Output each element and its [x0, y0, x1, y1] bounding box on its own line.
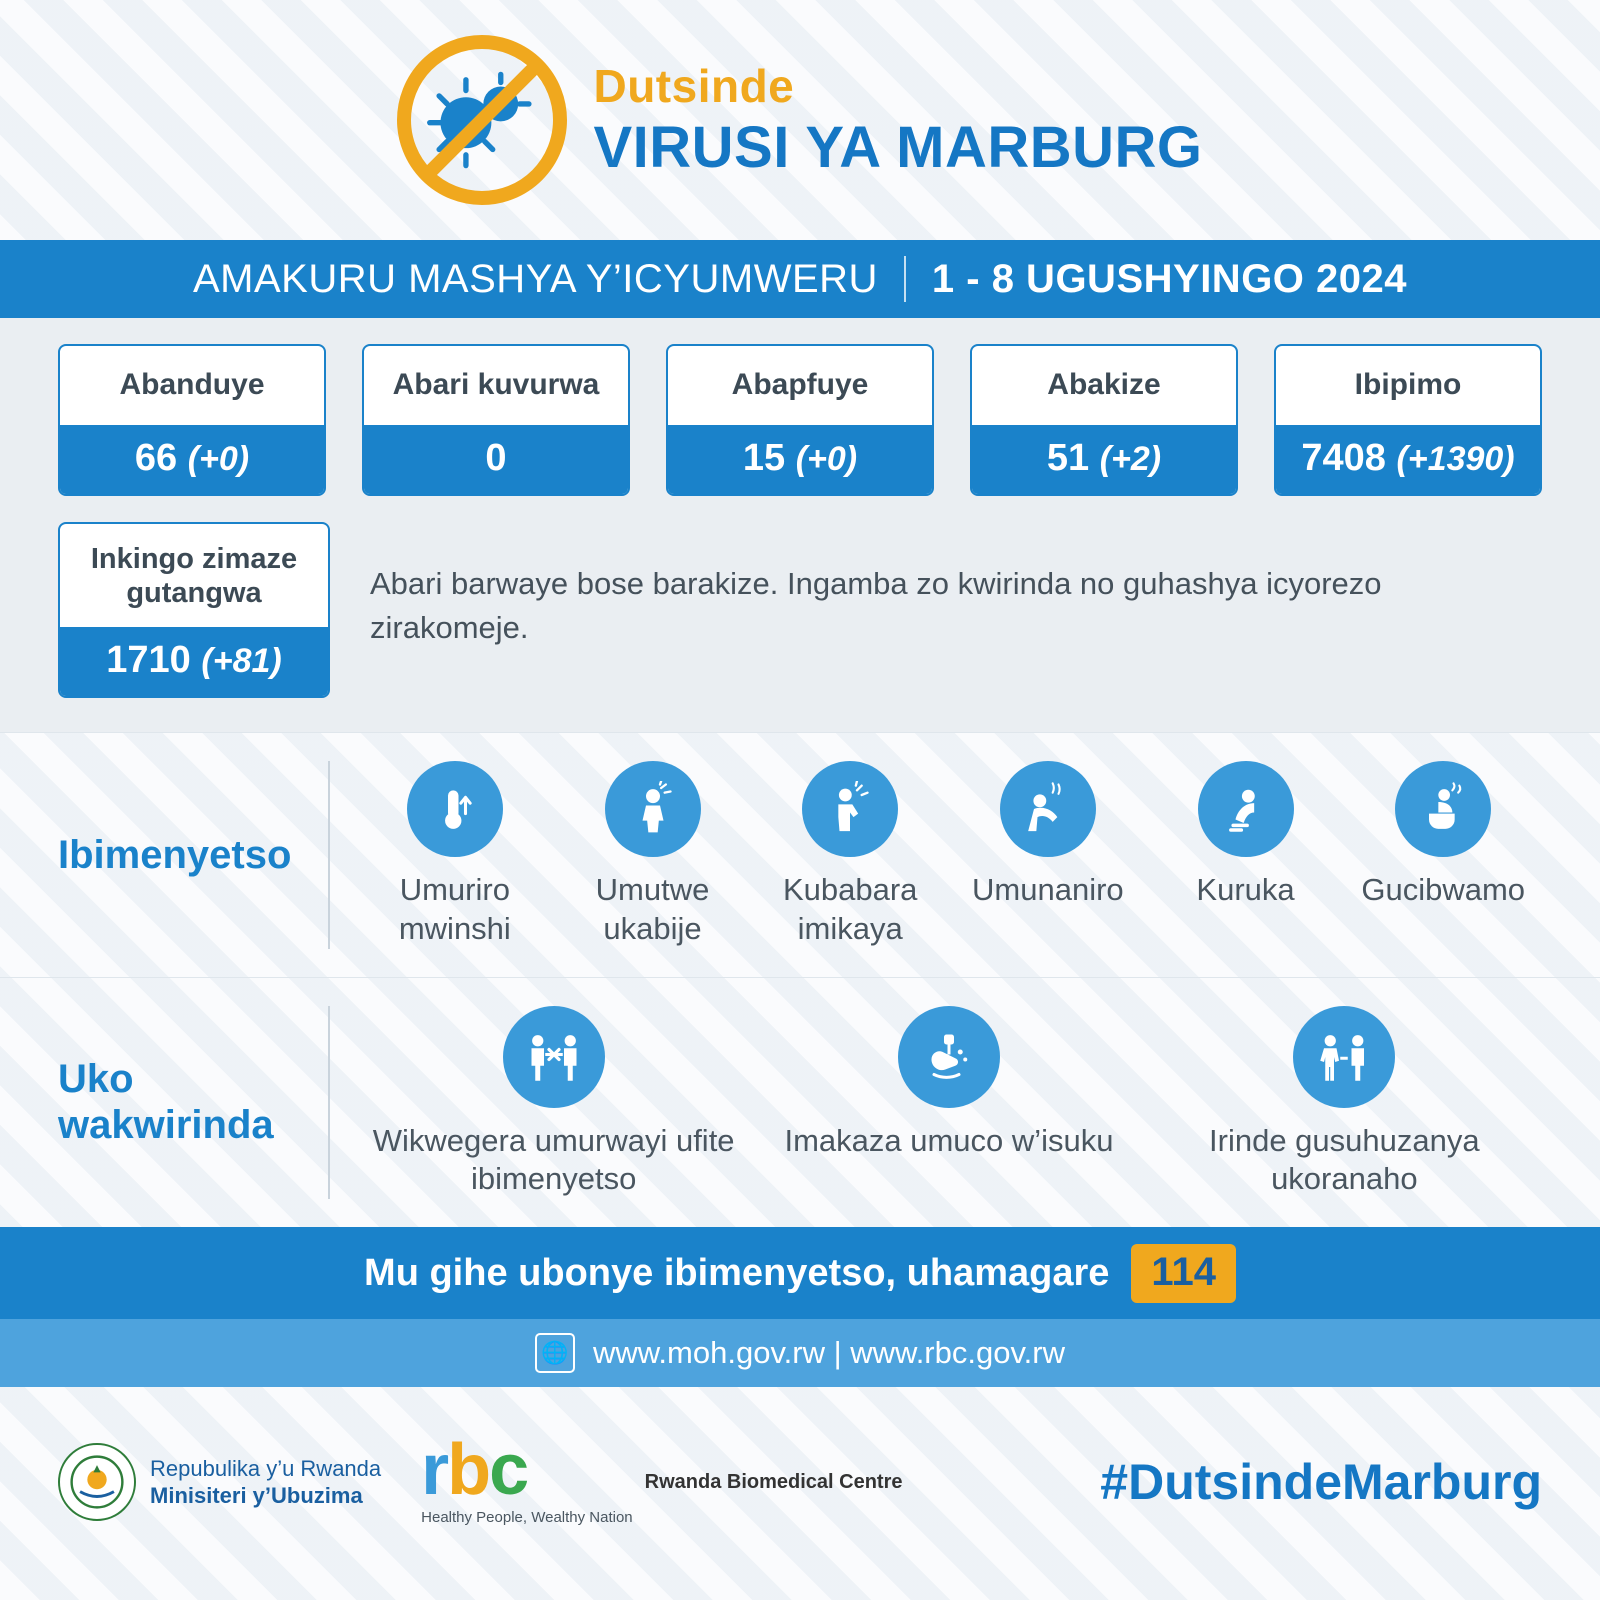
stat-card-abanduye: [58, 344, 326, 496]
symptom-label: Umunaniro: [972, 872, 1124, 908]
symptom-label: Kubabara imikaya: [782, 872, 918, 946]
stat-label: Abari kuvurwa: [392, 368, 600, 401]
ministry-line-2: Minisiteri y’Ubuzima: [150, 1483, 363, 1509]
vaccination-row: [0, 496, 1600, 699]
stat-number: 66: [134, 436, 178, 479]
section-divider: [328, 761, 330, 949]
prevention-title: Uko wakwirinda: [58, 1057, 274, 1148]
ministry-line-1: Repubulika y’u Rwanda: [150, 1455, 382, 1481]
symptom-item: [554, 761, 752, 949]
stat-number: 1710: [106, 639, 191, 682]
footer: [0, 1387, 1600, 1577]
muscle-pain-icon: [802, 761, 898, 857]
prevention-label: Wikwegera umurwayi ufite ibimenyetso: [372, 1122, 735, 1197]
stat-delta: (+0): [187, 439, 250, 478]
summary-note: Abari barwaye bose barakize. Ingamba zo kwirinda no guhashya icyorezo zirakomeje.: [370, 565, 1382, 646]
header: [0, 0, 1600, 240]
symptoms-list: [356, 761, 1542, 949]
prevention-label: Irinde gusuhuzanya ukoranaho: [1209, 1122, 1480, 1197]
stat-card-abapfuye: [666, 344, 934, 496]
stat-value: [364, 425, 628, 494]
symptom-item: [751, 761, 949, 949]
stat-card-abakize: [970, 344, 1238, 496]
rbc-full-name: Rwanda Biomedical Centre: [644, 1470, 903, 1493]
prevention-item: [356, 1006, 751, 1200]
prevention-label: Imakaza umuco w’isuku: [784, 1122, 1114, 1158]
symptom-label: Gucibwamo: [1361, 872, 1526, 908]
prevention-item: [1147, 1006, 1542, 1200]
stat-card-ibipimo: [1274, 344, 1542, 496]
stat-value: [60, 425, 324, 494]
logo-title-main: VIRUSI YA MARBURG: [593, 115, 1203, 180]
prevention-section: [0, 977, 1600, 1228]
stat-label: Inkingo zimaze gutangwa: [90, 542, 298, 610]
emergency-number-badge: 114: [1131, 1244, 1236, 1303]
symptoms-title: Ibimenyetso: [58, 832, 292, 877]
section-divider: [328, 1006, 330, 1200]
stat-delta: (+81): [201, 642, 282, 681]
prevention-list: [356, 1006, 1542, 1200]
no-contact-patient-icon: [503, 1006, 605, 1108]
stat-value: [668, 425, 932, 494]
week-banner-label: AMAKURU MASHYA Y’ICYUMWERU: [192, 256, 878, 301]
website-urls[interactable]: www.moh.gov.rw | www.rbc.gov.rw: [592, 1335, 1065, 1371]
stat-delta: (+2): [1099, 439, 1162, 478]
symptom-item: [949, 761, 1147, 910]
prevention-item: [751, 1006, 1146, 1161]
week-banner: [0, 240, 1600, 318]
stat-number: 51: [1046, 436, 1090, 479]
website-banner: [0, 1319, 1600, 1387]
call-banner: [0, 1227, 1600, 1319]
stat-label: Abakize: [1047, 368, 1161, 401]
stat-number: 0: [485, 436, 507, 479]
stat-delta: (+1390): [1396, 439, 1515, 478]
no-handshake-icon: [1293, 1006, 1395, 1108]
symptom-item: [1147, 761, 1345, 910]
call-banner-text: Mu gihe ubonye ibimenyetso, uhamagare: [364, 1251, 1110, 1294]
rbc-logo: [421, 1430, 903, 1526]
diarrhea-icon: [1395, 761, 1491, 857]
stat-label: Ibipimo: [1354, 368, 1462, 401]
stat-label: Abapfuye: [731, 368, 869, 401]
symptom-item: [356, 761, 554, 949]
symptom-label: Umuriro mwinshi: [398, 872, 511, 946]
stat-label: Abanduye: [119, 368, 265, 401]
stat-number: 7408: [1301, 436, 1386, 479]
stat-card-inkingo: [58, 522, 330, 699]
week-banner-date: 1 - 8 UGUSHYINGO 2024: [931, 256, 1408, 301]
stat-value: [972, 425, 1236, 494]
rbc-tagline: Healthy People, Wealthy Nation: [421, 1508, 633, 1526]
rbc-letters: rbc: [421, 1430, 528, 1511]
globe-icon: 🌐: [535, 1333, 575, 1373]
handwashing-icon: [898, 1006, 1000, 1108]
symptom-label: Umutwe ukabije: [595, 872, 710, 946]
vomiting-icon: [1198, 761, 1294, 857]
headache-icon: [605, 761, 701, 857]
statistics-row: [0, 344, 1600, 496]
stat-value: [1276, 425, 1540, 494]
stat-value: [60, 627, 328, 696]
symptoms-section: [0, 732, 1600, 977]
thermometer-icon: [407, 761, 503, 857]
logo-title-top: Dutsinde: [593, 60, 795, 112]
symptom-item: [1344, 761, 1542, 910]
ministry-of-health-logo: [58, 1443, 381, 1521]
fatigue-icon: [1000, 761, 1096, 857]
statistics-section: [0, 318, 1600, 732]
stat-delta: (+0): [795, 439, 858, 478]
symptom-label: Kuruka: [1196, 872, 1295, 908]
rwanda-coat-of-arms-icon: [58, 1443, 136, 1521]
stat-number: 15: [742, 436, 786, 479]
campaign-hashtag: #DutsindeMarburg: [1100, 1454, 1542, 1511]
week-banner-separator: [904, 256, 906, 302]
virus-prohibited-icon: [397, 35, 567, 205]
stat-card-abari-kuvurwa: [362, 344, 630, 496]
